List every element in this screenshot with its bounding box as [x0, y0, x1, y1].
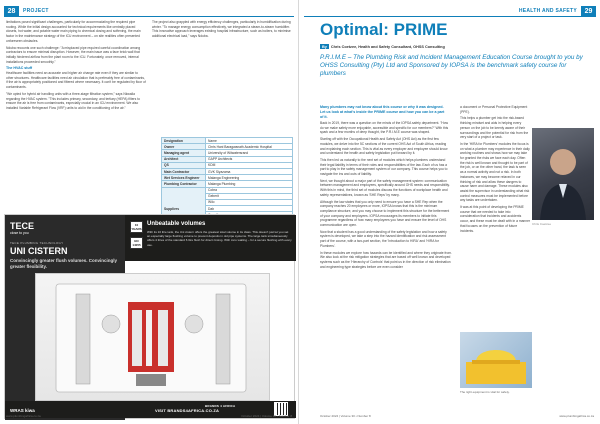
- paragraph: In the 'HIRA for Plumbers' modules the focus is on what a plumber may experience in their daily working routines and shows how we may take for granted the risks we face each day. Often the risk is well known and thought to be part of the job, or on the other hand, the task is seen as a normal activity and not a risk. In both instances, we may become relaxed in our thinking of risk and allow these dangers to cause harm and damage. These modules also assist the supervisor in understanding what risk control measures must be implemented before any tasks are undertaken.: [460, 141, 530, 203]
- paragraph: This helps a plumber get into the risk-based thinking mindset and aids in helping every person on the job to be keenly aware of their surroundings and the potential for risk from the very start of a project or task.: [460, 116, 529, 140]
- cistern-illustration: [36, 274, 271, 402]
- table-key: Architect: [162, 156, 206, 162]
- left-footer-issue: October 2024 | Volume 30 • Number 8: [241, 414, 292, 418]
- paragraph: It was at this point of developing the PRIME course that we needed to take into consideration that incidents and accidents occur, and these must be dealt with in a manner that focuses on the prevention of future incidents.: [460, 205, 530, 233]
- standfirst: P.R.I.M.E – The Plumbing Risk and Incident Management Education Course brought to you by OHSS Consulting (Pty) Ltd and Sponsored by IOPSA is the benchmark safety course for plumbers: [320, 54, 583, 77]
- left-column-2: [152, 20, 294, 130]
- partner-logo: BRANDS 4 AFRICA: [205, 404, 236, 408]
- table-key: Managing agent: [162, 150, 206, 156]
- ad-product-title: UNI CISTERN: [10, 246, 68, 256]
- right-column-1: [320, 121, 452, 411]
- ad-slogan: Convincingly greater flush volumes. Convincingly greater flexibility.: [10, 258, 118, 269]
- table-value: University of Witwatersrand: [206, 150, 293, 156]
- table-key: Plumbing Contractor: [162, 181, 206, 187]
- page-number: 29: [581, 6, 596, 16]
- table-value: Wilo: [206, 199, 293, 205]
- safety-equipment-image: [460, 332, 532, 388]
- paragraph: "We opted for hybrid air handling units with a three-stage filtration system," says Nkwalla regarding the HVAC system. "This includes primary, secondary, and tertiary (HEPA) filters to ensure the air is free from contaminants, especially crucial in an ICU environment. We also installed Variable Refrigerant Flow (VRF) units to aid in the conditioning of the air.": [6, 91, 140, 110]
- byline: [320, 44, 590, 49]
- left-page-header: [4, 6, 294, 17]
- intro-paragraph: Many plumbers may not know about this course or why it was designed. Let us look at what's inside the PRIME course and how you can be a part of it.: [320, 105, 445, 119]
- paragraph: The project also grappled with energy efficiency challenges, particularly in humidification during winter. "To manage energy consumption effectively, we integrated a steam-to-steam humidifier. This innovative approach leverages existing hospital infrastructure, such as boilers, to minimise additional electrical load," says Nduba.: [152, 20, 291, 39]
- table-value: GAPP Architects: [206, 156, 293, 162]
- tece-logo-sub: close to you: [10, 231, 29, 235]
- paragraph: In these modules we explore how hazards can be identified and where they originate from. We also look at the risk mitigation strategies that are based off well known and developed systems such as the 'Hierarchy of Controls' that point us in the direction of risk elimination and engineering type strategies before we even consider: [320, 250, 452, 269]
- table-value: KDM: [206, 162, 293, 168]
- author-name: Chris Coetzee, Health and Safety Consultant, OHSS Consulting: [330, 44, 445, 49]
- table-value: Name: [206, 138, 293, 144]
- paragraph: limitations posed significant challenges, particularly for accommodating the required pipe routing. While the initial design accounted for technical requirements like centrally placed closets, hot water, and potable water main piping to chemical dosing and softening, the main factor in the maintenance strategy of the ICU environment – on site realities often presented unforeseen obstacles.: [6, 20, 141, 43]
- right-page: [300, 0, 600, 424]
- table-value: Cobra: [206, 187, 293, 193]
- en-badge: EN 14055: [130, 237, 143, 249]
- table-value: Geberit: [206, 193, 293, 199]
- byline-label: By: [322, 44, 327, 49]
- certification-logos: WRAS kiwa: [10, 408, 35, 413]
- ad-body-text: With its 10 litre tank, the Uni cistern offers the greatest total volume in its class. This doesn't just let you set an especially large flushing volume to prevent deposits in old pipe systems. The large tank simultaneously offers 4 litres of the standard 6 litre flush for direct rinsing. With zero waiting – for a secure flushing with every use.: [147, 230, 292, 247]
- article-title: Optimal: PRIME: [320, 20, 448, 39]
- cistern-product-image: [35, 273, 270, 401]
- ad-tagline: TECE PLUMBING TECHNOLOGY: [10, 241, 64, 245]
- left-column-1: [6, 20, 146, 212]
- tece-logo: TECE: [10, 221, 35, 231]
- ad-headline: Unbeatable volumes: [147, 221, 206, 227]
- table-value: Malanga Plumbing: [206, 181, 293, 187]
- safety-gear-illustration: [460, 332, 532, 388]
- section-title: HEALTH AND SAFETY: [518, 8, 577, 14]
- table-key: QS: [162, 162, 206, 168]
- right-footer-url: www.plumbingafrica.co.za: [559, 414, 594, 418]
- photo-caption: Chris Coetzee: [532, 222, 552, 226]
- table-value: Dab: [206, 206, 293, 212]
- paragraph: Healthcare facilities need an accurate and higher air change rate even if they are similar to other structures. Healthcare facilities need air circulation that is preferably free of contaminants, if the air is appropriately positioned and filtered where necessary. It can't be regulated by floor of contaminants.: [6, 71, 146, 90]
- paragraph: Starting off with the Occupational Health and Safety Act (OHS Act) as the first few modules, we delve into the 5C sections of the current OHS Act of South Africa, reading and explaining each section. This is vital as every employer and employee should know and understand the health and safety legislation put forward by it.: [320, 137, 448, 156]
- paragraph: a document or Personal Protective Equipment (PPE).: [460, 105, 528, 114]
- right-footer-issue: October 2024 | Volume 30 • Number 8: [320, 414, 371, 418]
- left-footer-url: www.plumbingafrica.co.za: [6, 414, 41, 418]
- right-column-2: [460, 105, 530, 330]
- table-key: Wet Services Engineer: [162, 175, 206, 181]
- table-key: Designation: [162, 138, 206, 144]
- portrait-illustration: [532, 128, 594, 220]
- tece-advertisement[interactable]: [4, 214, 295, 419]
- paragraph: Although the law states that you only need to ensure you have a SHE Rep when the company reaches 20 employees or more, IOPSA knows that this is the minimum compliance structure, and you may choose to implement this structure for the betterment of your company and employees. IOPSA encourages its members to initiate this programme regardless of how many employees you have and ensure the level of OHS communication are open.: [320, 199, 450, 228]
- image-caption: The right equipment is vital for safety.: [460, 390, 510, 394]
- table-value: Chris Hani Baragwanath Academic Hospital: [206, 144, 293, 150]
- left-page: [0, 0, 299, 424]
- table-value: GVK Siyazama: [206, 168, 293, 174]
- ad-url-link[interactable]: VISIT BRANDS4AFRICA.CO.ZA: [155, 408, 220, 413]
- page-number: 28: [4, 6, 19, 16]
- years-badge: 10 YEARS: [131, 223, 142, 231]
- paragraph: Nduba recounts one such challenge: "A misplaced pipe required careful coordination among contractors to ensure minimal disruption. However, the main issue was a face brick wall that initially hindered airflow from the plant room to the ICU. Fortunately, once removed, internal installations proceeded smoothly.": [6, 45, 141, 64]
- section-title: PROJECT: [23, 8, 49, 14]
- table-key: Main Contractor: [162, 168, 206, 174]
- right-page-header: [304, 6, 596, 17]
- table-key: Owner: [162, 144, 206, 150]
- table-key: Suppliers: [162, 187, 206, 230]
- paragraph: This then led us naturally to the next set of modules which helps plumbers understand their legal liability in terms of their roles and responsibilities of the law. Each of us has a part to play in the safety management system of our company. This course helps you to navigate the ins and outs of liability.: [320, 157, 448, 177]
- paragraph: Next, we thought about a major part of the safety management system: communication between management and employees, specifically around OHS needs and responsibility. With this in mind, the third set of modules discuss the functions of workplace health and safety representatives, known as 'SHE Reps' by many.: [320, 178, 450, 197]
- author-photo: [532, 128, 594, 220]
- table-value: Malanga Engineering: [206, 175, 293, 181]
- paragraph: Now that a student has a good understanding of the safety legislation and how a safety system is developed, we take a step into the hazard identification and risk assessment part of the course, with a two-part section, the 'Introduction to HIRA' and 'HIRA for Plumbers'.: [320, 229, 447, 248]
- subheading: The HVAC stuff: [6, 66, 33, 71]
- paragraph: Back in 2019, there was a question on the minds of the IOPSA safety department. "How do we make safety more enjoyable, accessible and specific for our members?" With this spark and a few months of deep thought, the P.R.I.M.E course was shaped.: [320, 121, 449, 135]
